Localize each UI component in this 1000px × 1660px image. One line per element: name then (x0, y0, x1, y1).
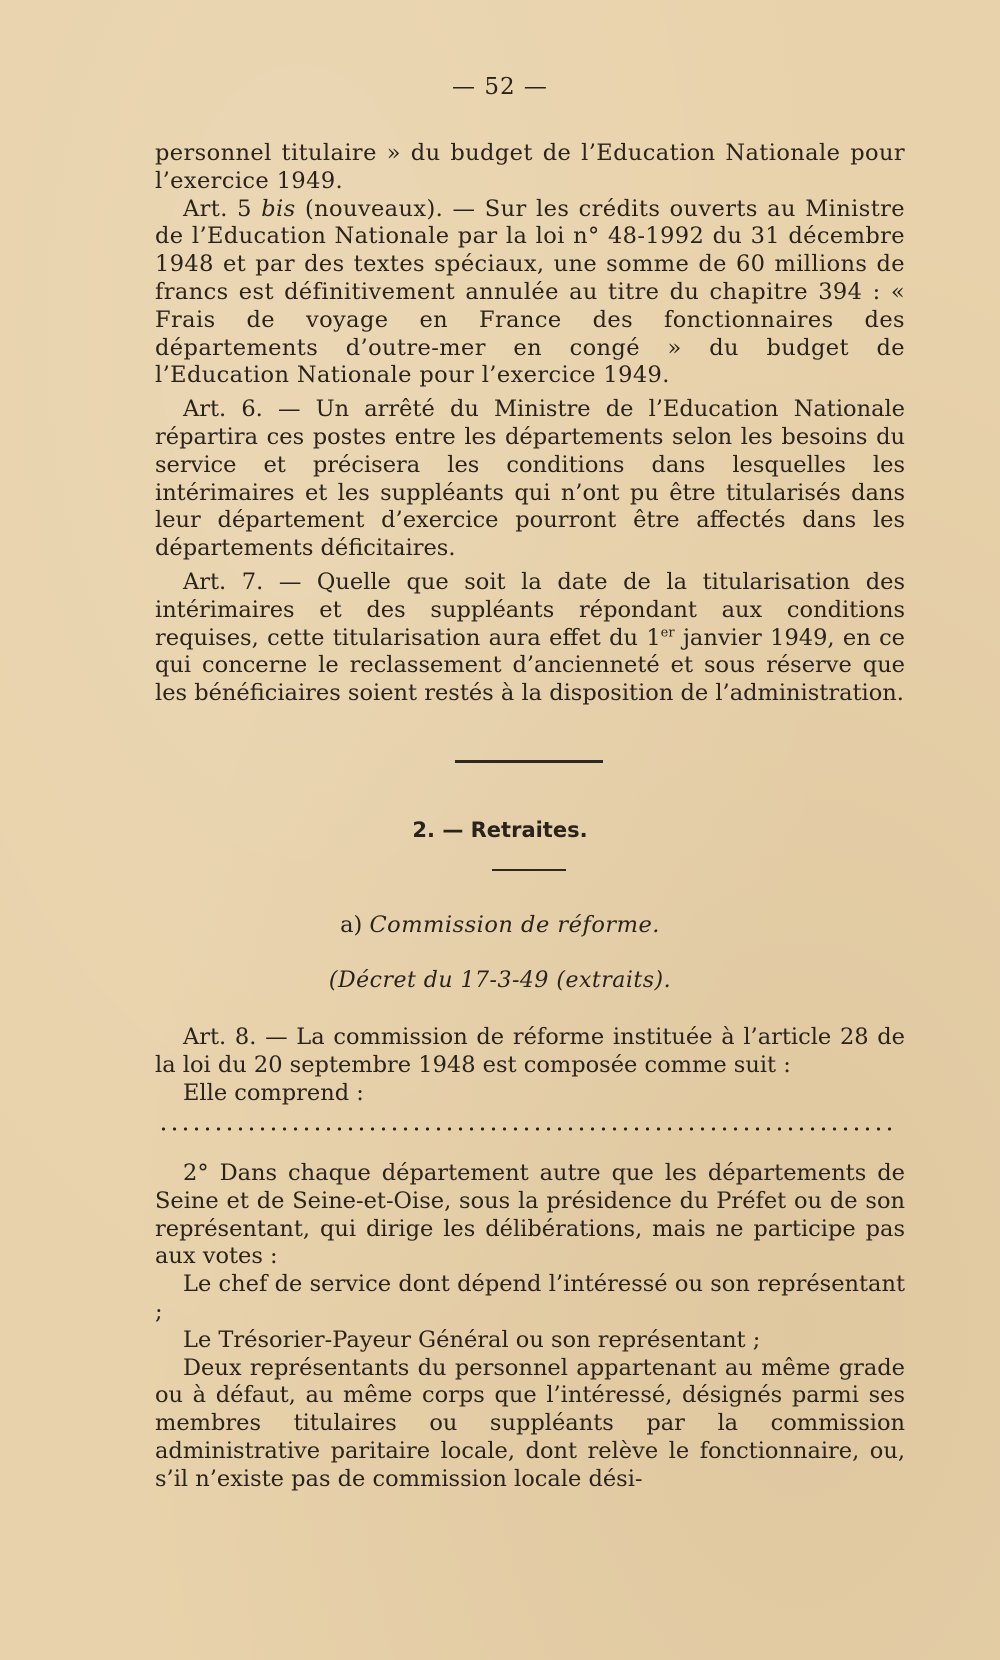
art7-superscript: er (660, 625, 675, 641)
section-divider-short (492, 869, 566, 871)
subsection-heading (0, 912, 1000, 938)
paragraph-continuation: personnel titulaire » du budget de l’Education Nationale pour l’exercice 1949. (155, 140, 905, 194)
art5-prefix: Art. 5 (183, 195, 252, 222)
page-number: — 52 — (452, 74, 548, 100)
art5-text: (nouveaux). — Sur les crédits ouverts au Ministre de l’Education Nationale par la loi n° 48-1992 du 31 décembre 1948 et par des textes spéciaux, une somme de 60 millions de francs est définitivement annulée au titre du chapitre 394 : « Frais de voyage en France des fonctionnaires des départements d’outre-mer en congé » du budget de l’Education Nationale pour l’exercice 1949. (155, 195, 906, 389)
decree-reference: (Décret du 17-3-49 (extraits). (328, 968, 672, 993)
paragraph-art-8: Art. 8. — La commission de réforme instituée à l’article 28 de la loi du 20 septembre 1948 est composée comme suit : (155, 1024, 905, 1078)
paragraph-chef-de-service: Le chef de service dont dépend l’intéressé ou son représentant ; (155, 1271, 905, 1325)
subsection-label: a) (340, 912, 370, 938)
section-divider-long (455, 760, 603, 763)
art7-text-part2: janvier 1949, en ce qui concerne le reclassement d’ancienneté et sous réserve que les bénéficiaires soient restés à la disposition de l’administration. (155, 624, 905, 707)
paragraph-tresorier: Le Trésorier-Payeur Général ou son représentant ; (183, 1326, 761, 1353)
art7-text-part1: Art. 7. — Quelle que soit la date de la titularisation des intérimaires et des suppléants répondant aux conditions requises, cette titularisation aura effet du 1 (155, 568, 905, 651)
subsection-title: Commission de réforme. (369, 912, 660, 938)
paragraph-art-6: Art. 6. — Un arrêté du Ministre de l’Education Nationale répartira ces postes entre les départements selon les besoins du service et précisera les conditions dans lesquelles les intérimaires et les suppléants qui n’ont pu être titularisés dans leur département d’exercice pourront être affectés dans les départements déficitaires. (155, 396, 905, 562)
paragraph-art-5-bis (155, 196, 905, 391)
paragraph-art-7 (155, 569, 905, 708)
ellipsis-dotted-line (158, 1124, 898, 1134)
section-title: 2. — Retraites. (412, 818, 588, 842)
art5-bis: bis (261, 195, 296, 222)
paragraph-representants: Deux représentants du personnel appartenant au même grade ou à défaut, au même corps que l’intéressé, désignés parmi ses membres titulaires ou suppléants par la commission administrative paritaire locale, dont relève le fonctionnaire, ou, s’il n’existe pas de commission locale dési- (155, 1354, 905, 1492)
paragraph-elle-comprend: Elle comprend : (183, 1079, 364, 1106)
text-block-composition (155, 1160, 905, 1494)
text-block-articles-5-7 (155, 140, 905, 708)
paragraph-2-departments: 2° Dans chaque département autre que les départements de Seine et de Seine-et-Oise, sous la présidence du Préfet ou de son représentant, qui dirige les délibérations, mais ne participe pas aux votes : (155, 1160, 905, 1270)
text-block-article-8 (155, 1024, 905, 1107)
